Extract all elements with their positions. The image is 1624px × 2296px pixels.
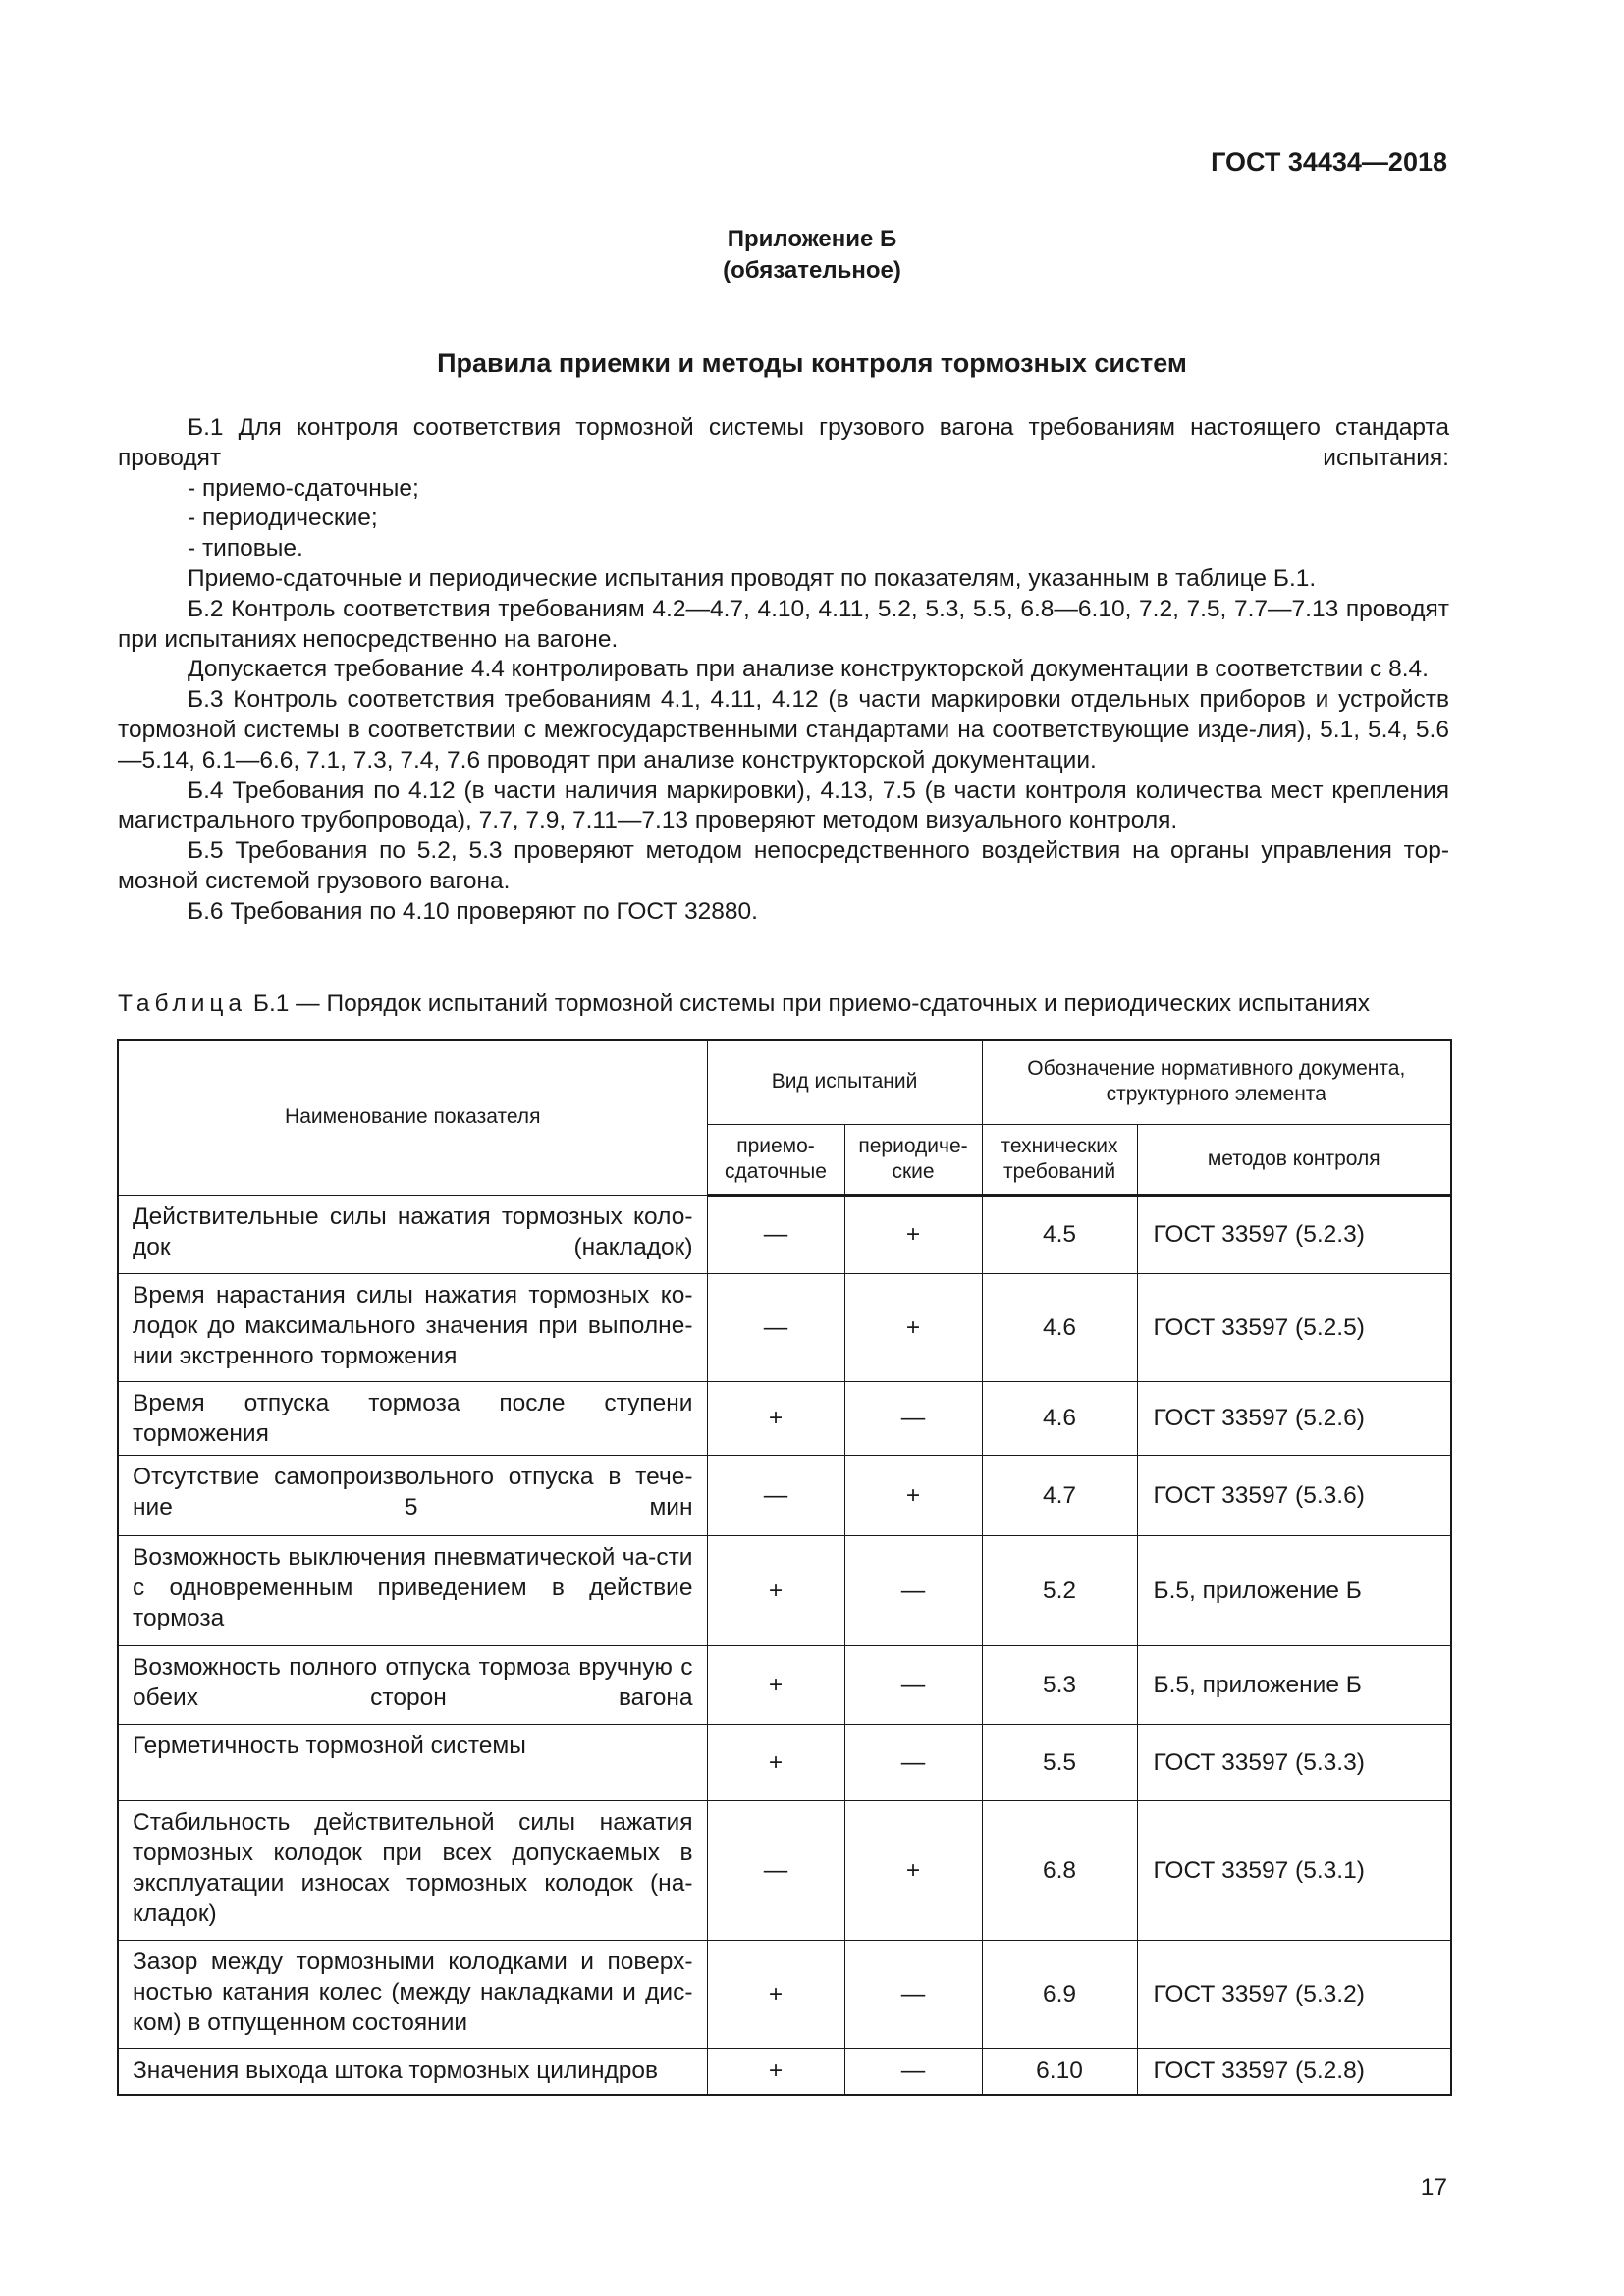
header-periodic: периодиче-ские [844, 1124, 982, 1195]
row-acceptance: — [707, 1195, 844, 1273]
row-name: Возможность полного отпуска тормоза вручную с обеих сторон вагона [118, 1645, 707, 1724]
row-name: Герметичность тормозной системы [118, 1724, 707, 1800]
table-caption [118, 990, 1370, 1018]
header-methods: методов контроля [1137, 1124, 1451, 1195]
row-acceptance: — [707, 1273, 844, 1381]
row-method: ГОСТ 33597 (5.2.3) [1137, 1195, 1451, 1273]
row-periodic: + [844, 1800, 982, 1940]
paragraph: Б.2 Контроль соответствия требованиям 4.2—4.7, 4.10, 4.11, 5.2, 5.3, 5.5, 6.8—6.10, 7.2, 7.5, 7.7—7.13 проводят при испытаниях непосредственно на вагоне. [118, 595, 1449, 653]
page-number: 17 [1420, 2174, 1447, 2201]
row-name: Время нарастания силы нажатия тормозных ко-лодок до максимального значения при выполне-нии экстренного торможения [118, 1273, 707, 1381]
row-periodic: — [844, 2048, 982, 2095]
row-method: ГОСТ 33597 (5.3.3) [1137, 1724, 1451, 1800]
row-name: Возможность выключения пневматической ча-сти с одновременным приведением в действие тормоза [118, 1535, 707, 1645]
row-name: Время отпуска тормоза после ступени торможения [118, 1381, 707, 1455]
paragraph: Приемо-сдаточные и периодические испытания проводят по показателям, указанным в таблице Б.1. [188, 564, 1317, 592]
row-acceptance: + [707, 1381, 844, 1455]
paragraph: Б.3 Контроль соответствия требованиям 4.1, 4.11, 4.12 (в части маркировки отдельных приборов и устройств тормозной системы в соответствии с межгосударственными стандартами на соответствующие изде-лия), 5.1, 5.4, 5.6—5.14, 6.1—6.6, 7.1, 7.3, 7.4, 7.6 проводят при анализе конструкторской документации. [118, 686, 1449, 774]
row-name: Стабильность действительной силы нажатия тормозных колодок при всех допускаемых в эксплуатации износах тормозных колодок (на-кладок) [118, 1800, 707, 1940]
header-doc-ref: Обозначение нормативного документа, структурного элемента [982, 1040, 1451, 1124]
row-name: Зазор между тормозными колодками и поверх-ностью катания колес (между накладками и дис-ком) в отпущенном состоянии [118, 1940, 707, 2048]
row-periodic: + [844, 1195, 982, 1273]
paragraph: Б.6 Требования по 4.10 проверяют по ГОСТ 32880. [188, 897, 758, 925]
row-method: ГОСТ 33597 (5.3.6) [1137, 1455, 1451, 1535]
body-text [118, 413, 1449, 928]
table-row [118, 1724, 1451, 1800]
table-row [118, 1195, 1451, 1273]
appendix-status: (обязательное) [723, 257, 901, 284]
row-tech-req: 4.6 [982, 1273, 1137, 1381]
row-method: ГОСТ 33597 (5.2.5) [1137, 1273, 1451, 1381]
row-tech-req: 6.8 [982, 1800, 1137, 1940]
table-caption-prefix: Таблица [118, 990, 247, 1017]
row-method: Б.5, приложение Б [1137, 1645, 1451, 1724]
row-acceptance: — [707, 1455, 844, 1535]
table-row [118, 1381, 1451, 1455]
table-row [118, 1455, 1451, 1535]
list-item: - типовые. [188, 535, 303, 562]
row-acceptance: + [707, 1940, 844, 2048]
table-row [118, 1940, 1451, 2048]
row-acceptance: + [707, 2048, 844, 2095]
document-code: ГОСТ 34434—2018 [1211, 147, 1447, 177]
row-tech-req: 6.9 [982, 1940, 1137, 2048]
header-acceptance: приемо-сдаточные [707, 1124, 844, 1195]
row-method: ГОСТ 33597 (5.2.6) [1137, 1381, 1451, 1455]
row-periodic: — [844, 1535, 982, 1645]
table-row [118, 2048, 1451, 2095]
row-tech-req: 6.10 [982, 2048, 1137, 2095]
row-periodic: + [844, 1273, 982, 1381]
row-tech-req: 4.5 [982, 1195, 1137, 1273]
row-method: ГОСТ 33597 (5.3.1) [1137, 1800, 1451, 1940]
row-name: Значения выхода штока тормозных цилиндров [118, 2048, 707, 2095]
row-acceptance: + [707, 1645, 844, 1724]
header-name: Наименование показателя [118, 1040, 707, 1195]
row-acceptance: + [707, 1535, 844, 1645]
header-test-type: Вид испытаний [707, 1040, 982, 1124]
row-tech-req: 4.6 [982, 1381, 1137, 1455]
table-row [118, 1535, 1451, 1645]
appendix-title: Приложение Б [727, 226, 897, 252]
row-periodic: — [844, 1724, 982, 1800]
paragraph: Б.5 Требования по 5.2, 5.3 проверяют методом непосредственного воздействия на органы управления тор-мозной системой грузового вагона. [118, 837, 1449, 894]
row-periodic: — [844, 1381, 982, 1455]
table-row [118, 1645, 1451, 1724]
row-method: ГОСТ 33597 (5.2.8) [1137, 2048, 1451, 2095]
header-tech-req: технических требований [982, 1124, 1137, 1195]
row-tech-req: 5.5 [982, 1724, 1137, 1800]
paragraph: Допускается требование 4.4 контролировать при анализе конструкторской документации в соответствии с 8.4. [188, 656, 1429, 683]
table-row [118, 1273, 1451, 1381]
row-tech-req: 5.2 [982, 1535, 1137, 1645]
row-acceptance: + [707, 1724, 844, 1800]
table-row [118, 1800, 1451, 1940]
row-periodic: — [844, 1645, 982, 1724]
table-caption-text: Б.1 — Порядок испытаний тормозной системы при приемо-сдаточных и периодических испытаниях [246, 990, 1371, 1017]
row-periodic: + [844, 1455, 982, 1535]
row-name: Отсутствие самопроизвольного отпуска в тече-ние 5 мин [118, 1455, 707, 1535]
paragraph: Б.4 Требования по 4.12 (в части наличия маркировки), 4.13, 7.5 (в части контроля количества мест крепления магистрального трубопровода), 7.7, 7.9, 7.11—7.13 проверяют методом визуального контроля. [118, 776, 1449, 834]
row-tech-req: 5.3 [982, 1645, 1137, 1724]
row-periodic: — [844, 1940, 982, 2048]
test-procedure-table [117, 1039, 1452, 2096]
list-item: - приемо-сдаточные; [188, 474, 419, 502]
row-method: Б.5, приложение Б [1137, 1535, 1451, 1645]
paragraph: Б.1 Для контроля соответствия тормозной системы грузового вагона требованиям настоящего стандарта проводят испытания: [118, 414, 1449, 471]
row-tech-req: 4.7 [982, 1455, 1137, 1535]
row-name: Действительные силы нажатия тормозных коло-док (накладок) [118, 1195, 707, 1273]
list-item: - периодические; [188, 505, 378, 532]
row-method: ГОСТ 33597 (5.3.2) [1137, 1940, 1451, 2048]
section-title: Правила приемки и методы контроля тормозных систем [437, 348, 1187, 378]
row-acceptance: — [707, 1800, 844, 1940]
